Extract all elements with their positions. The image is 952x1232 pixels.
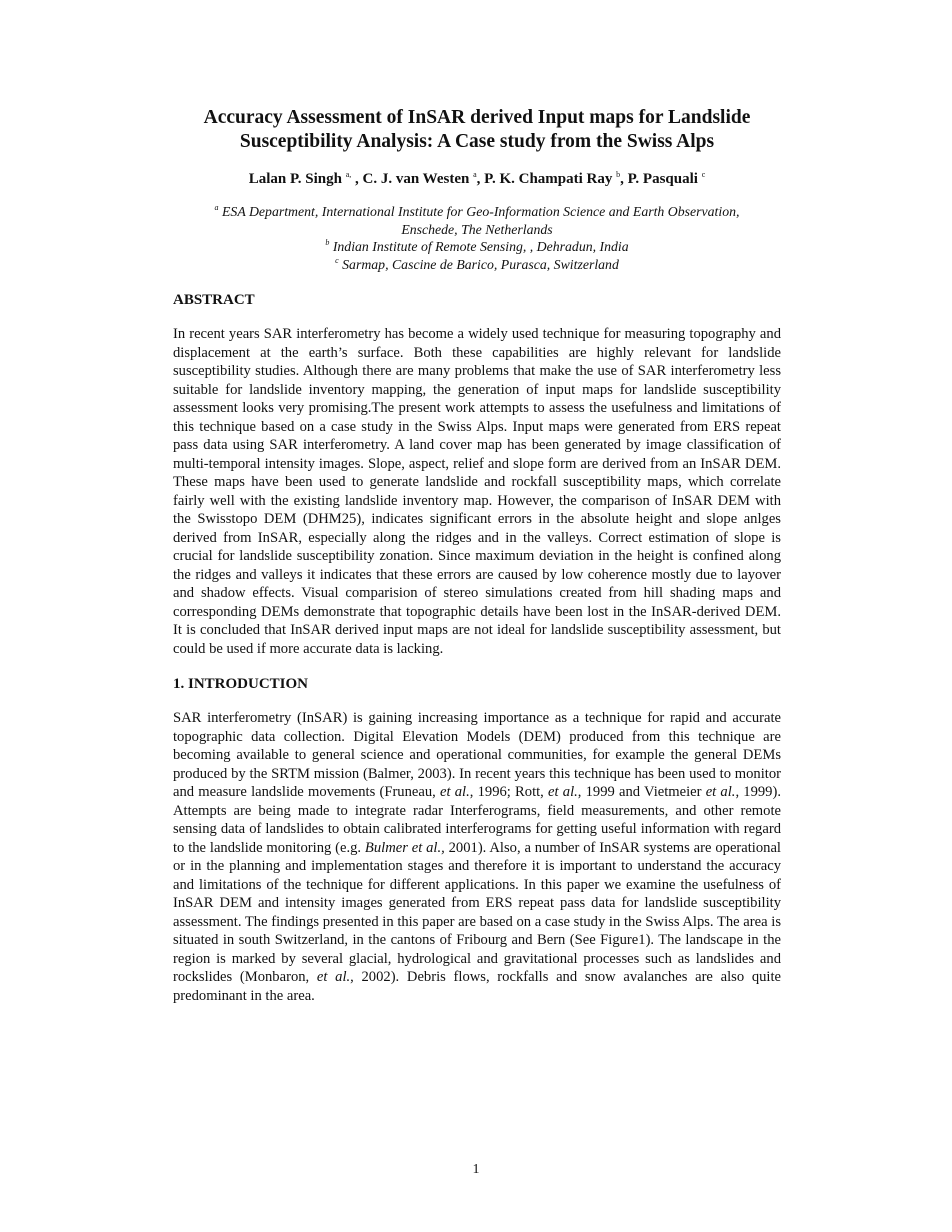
author-name: C. J. van Westen bbox=[362, 171, 470, 187]
introduction-heading: 1. INTRODUCTION bbox=[173, 676, 309, 692]
author-affil-mark: c bbox=[701, 170, 706, 179]
citation-italic: et al. bbox=[548, 784, 578, 800]
author-separator: , bbox=[620, 171, 628, 187]
author-name: P. Pasquali bbox=[627, 171, 698, 187]
abstract-heading: ABSTRACT bbox=[173, 292, 255, 308]
author-affil-mark: a bbox=[473, 170, 477, 179]
author-separator: , bbox=[476, 171, 485, 187]
citation-italic: et al. bbox=[316, 969, 351, 985]
author-affil-mark: a, bbox=[345, 170, 352, 179]
abstract-body: In recent years SAR interferometry has become a widely used technique for measuring topography and displacement at the earth’s surface. Both these capabilities are highly relevant for landslide susceptibility studies. Although there are many problems that make the use of SAR interferometry less suitable for landslide inventory mapping, the generation of input maps for landslide susceptibility assessment looks very promising.The present work attempts to assess the usefulness and limitations of this technique based on a case study in the Swiss Alps. Input maps were generated from ERS repeat pass data using SAR interferometry. A land cover map has been generated by image classification of multi-temporal intensity images. Slope, aspect, relief and slope form are derived from an InSAR DEM. These maps have been used to generate landslide and rockfall susceptibility maps, which correlate fairly well with the existing landslide inventory map. However, the comparison of InSAR DEM with the Swisstopo DEM (DHM25), indicates significant errors in the absolute height and slope anlges derived from InSAR, especially along the ridges and in the valleys. Correct estimation of slope is crucial for landslide susceptibility zonation. Since maximum deviation in the height is confined along the ridges and valleys it indicates that these errors are caused by low coherence mostly due to layover and shadow effects. Visual comparision of stereo simulations created from hill shading maps and corresponding DEMs demonstrate that topographic details have been lost in the InSAR-derived DEM. It is concluded that InSAR derived input maps are not ideal for landslide susceptibility assessment, but could be used if more accurate data is lacking. bbox=[173, 326, 781, 657]
page-number: 1 bbox=[472, 1162, 480, 1177]
text-run: , 1999 and Vietmeier bbox=[577, 784, 706, 800]
author-affil-mark: b bbox=[616, 170, 621, 179]
text-run: SAR interferometry (InSAR) is gaining increasing importance as a technique for rapid and accurate topographic data collection. Digital Elevation Models (DEM) produced from this technique are becoming available to general science and operational communities, for example the general DEMs produced by the SRTM mission (Balmer, 2003). In recent years this technique has been used to monitor and measure landslide movements (Fruneau, bbox=[173, 710, 781, 800]
author-name: Lalan P. Singh bbox=[248, 171, 342, 187]
author-list bbox=[173, 169, 781, 189]
title-line-1: Accuracy Assessment of InSAR derived Input maps for Landslide bbox=[203, 107, 751, 128]
text-run: 2001). Also, a number of InSAR systems are operational or in the planning and implementation stages and therefore it is important to understand the accuracy and limitations of the technique for different applications. In this paper we examine the usefulness of InSAR DEM and intensity images generated from ERS repeat pass data for landslide susceptibility assessment. The findings presented in this paper are based on a case study in the Swiss Alps. The area is situated in south Switzerland, in the cantons of Fribourg and Bern (See Figure1). The landscape in the region is marked by several glacial, hydrological and gravitational processes such as landslides and rockslides (Monbaron, bbox=[173, 839, 781, 985]
introduction-body bbox=[173, 709, 781, 1005]
citation-italic: et al. bbox=[705, 784, 736, 800]
author-name: P. K. Champati Ray bbox=[484, 171, 613, 187]
citation-italic: et al. bbox=[440, 784, 470, 800]
affiliation-c: $^c$ Sarmap, Cascine de Barico, Purasca, Switzerland bbox=[335, 255, 619, 272]
affiliation-a: $^a$ ESA Department, International Institute for Geo-Information Science and Earth Observation, Enschede, The Netherlands bbox=[214, 203, 740, 237]
title-line-2: Susceptibility Analysis: A Case study from the Swiss Alps bbox=[239, 131, 715, 152]
text-run: , 1999). Attempts are being made to integrate radar Interferograms, field measurements, and other remote sensing data of landslides to obtain calibrated interferograms for getting useful information with regard to the landslide monitoring (e.g. bbox=[173, 784, 781, 856]
affiliation-list bbox=[173, 203, 781, 273]
text-run: , 2002). Debris flows, rockfalls and snow avalanches are also quite predominant in the area. bbox=[173, 969, 782, 1004]
author-separator: , bbox=[351, 171, 363, 187]
paper-title bbox=[173, 106, 781, 154]
paper-page bbox=[173, 106, 781, 1005]
citation-italic: Bulmer et al., bbox=[364, 839, 445, 856]
text-run: , 1996; Rott, bbox=[469, 784, 549, 800]
affiliation-b: $^b$ Indian Institute of Remote Sensing, , Dehradun, India bbox=[325, 238, 629, 254]
